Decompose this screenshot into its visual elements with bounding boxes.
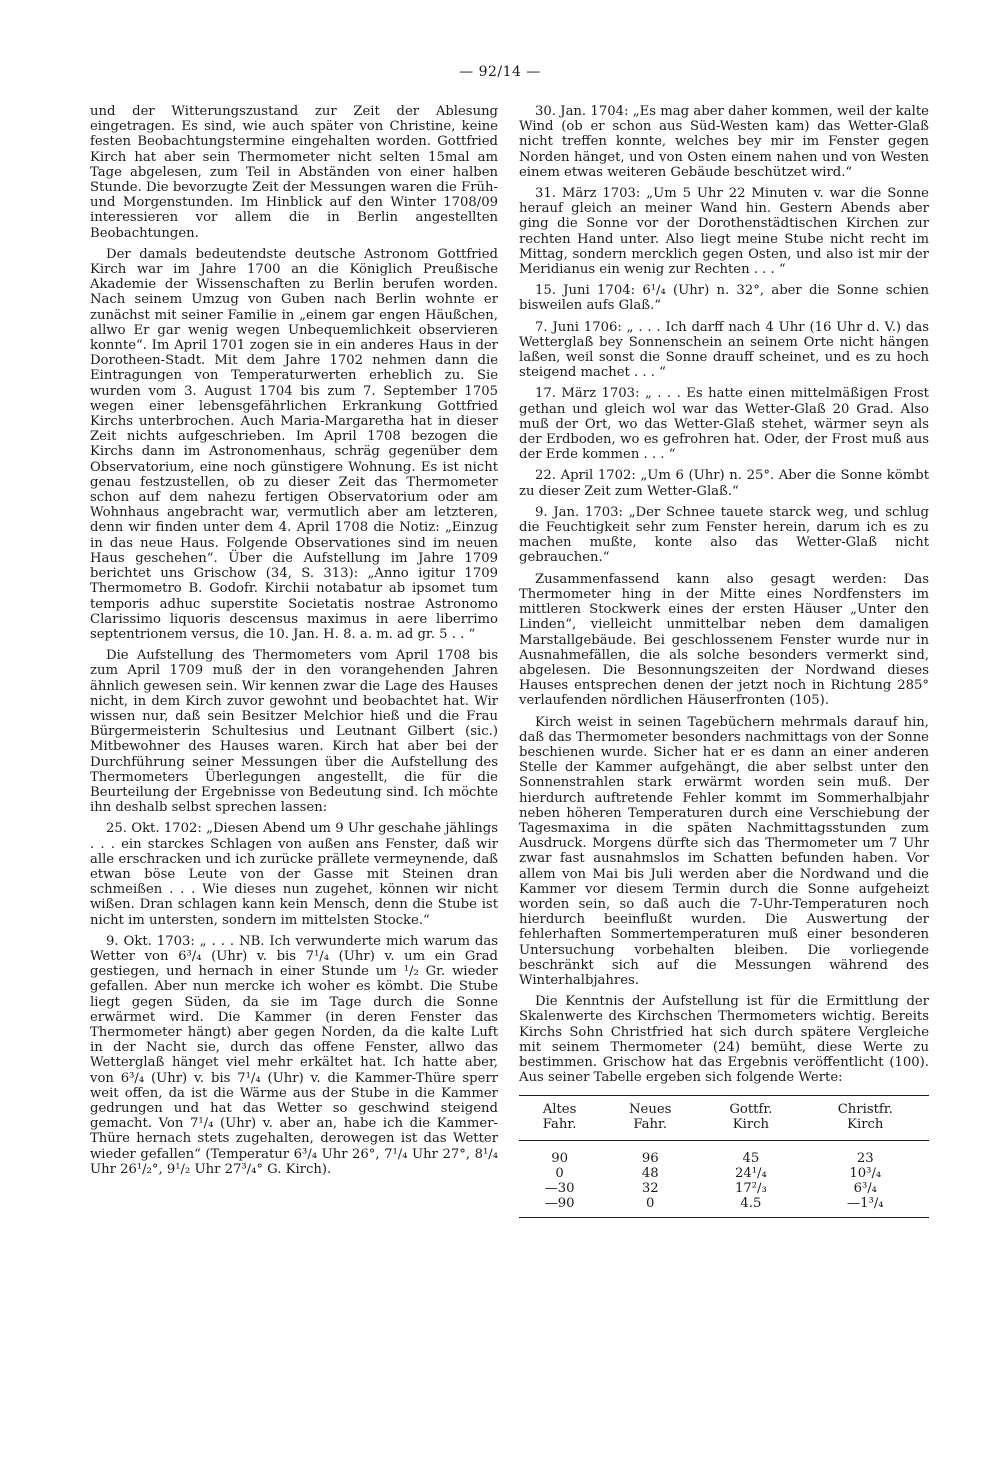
header-line: Altes	[542, 1102, 577, 1118]
paragraph: 22. April 1702: „Um 6 (Uhr) n. 25°. Aber die Sonne kömbt zu dieser Zeit zum Wetter-Glaß.“	[519, 468, 929, 499]
table-cell: 6³/₄	[853, 1181, 877, 1197]
paragraph: 9. Okt. 1703: „ . . . NB. Ich verwunderte mich warum das Wetter von 6³/₄ (Uhr) v. bis 7¹/₄ (Uhr) v. um ein Grad gestiegen, und hernach in einer Stunde um ¹/₂ Gr. wieder gefallen. Aber nun mercke ich woher es kömbt. Die Stube liegt gegen Süden, da sie im Tage durch die Sonne erwärmet wird. Die Kammer (in deren Fenster das Thermometer hängt) aber gegen Norden, da die kalte Luft in der Nacht sie, durch das offene Fenster, allwo das Wetterglaß hänget viel mehr erkältet hat. Ich hatte aber, von 6³/₄ (Uhr) v. bis 7¹/₄ (Uhr) v. die Kammer-Thüre sperr weit offen, da ist die Wärme aus der Stube in die Kammer gedrungen und hat das Wetter so geschwind steigend gemacht. Von 7¹/₄ (Uhr) v. aber an, habe ich die Kammer-Thüre hernach stets zugehalten, derowegen ist das Wetter wieder gefallen“ (Temperatur 6³/₄ Uhr 26°, 7¹/₄ Uhr 27°, 8¹/₄ Uhr 26¹/₂°, 9¹/₂ Uhr 27³/₄° G. Kirch).	[90, 933, 498, 1177]
header-line: Kirch	[732, 1117, 770, 1133]
table-cell: 0	[600, 1196, 700, 1218]
table-cell: —30	[544, 1181, 575, 1197]
paragraph: 15. Juni 1704: 6¹/₄ (Uhr) n. 32°, aber die Sonne schien bisweilen aufs Glaß.“	[519, 283, 929, 314]
paragraph: und der Witterungszustand zur Zeit der Ablesung eingetragen. Es sind, wie auch später von Christine, keine festen Beobachtungstermine eingehalten worden. Gottfried Kirch hat aber sein Thermometer nicht selten 15mal am Tage abgelesen, zum Teil in Abständen von einer halben Stunde. Die bevorzugte Zeit der Messungen waren die Früh- und Morgenstunden. Im Hinblick auf den Winter 1708/09 interessieren vor allem die in Berlin angestellten Beobachtungen.	[90, 104, 498, 241]
paragraph: 7. Juni 1706: „ . . . Ich darff nach 4 Uhr (16 Uhr d. V.) das Wetterglaß bey Sonnenschein an seinem Orte nicht hängen laßen, weil sonst die Sonne drauff scheinet, und es zu hoch steigend machet . . . “	[519, 319, 929, 381]
table-cell: 32	[641, 1181, 659, 1197]
paragraph: 25. Okt. 1702: „Diesen Abend um 9 Uhr geschahe jählings . . . ein starckes Schlagen von außen ans Fenster, daß wir alle erschracken und ich zurücke prällete vermeynende, daß etwan böse Leute von der Gasse mit Steinen dran schmeißen . . . Wie dieses nun zugehet, können wir nicht wißen. Dran schlagen kann kein Mensch, denn die Stube ist nicht im untersten, sondern im mittelsten Stocke.“	[90, 821, 498, 928]
table-cell: 4.5	[700, 1196, 801, 1218]
page-number: — 92/14 —	[459, 64, 541, 80]
table-cell: 0	[555, 1166, 564, 1182]
paragraph: 17. März 1703: „ . . . Es hatte einen mittelmäßigen Frost gethan und gleich wol war das Wetter-Glaß 20 Grad. Also muß der Ort, wo das Wetter-Glaß stehet, wärmer seyn als der Erdboden, wo es gefrohren hat. Oder, der Frost muß aus der Erde kommen . . . “	[519, 386, 929, 463]
paragraph: 30. Jan. 1704: „Es mag aber daher kommen, weil der kalte Wind (ob er schon aus Süd-Westen kam) das Wetter-Glaß nicht treffen konnte, welches bey mir im Fenster gegen Norden hänget, und von Osten einem nahen und von Westen einem etwas weiteren Gebäude beschützet wird.“	[519, 104, 929, 180]
paragraph: 9. Jan. 1703: „Der Schnee tauete starck weg, und schlug die Feuchtigkeit sehr zum Fenster herein, darum ich es zu machen mußte, konte also das Wetter-Glaß nicht gebrauchen.“	[519, 504, 929, 566]
header-line: Gottfr.	[729, 1102, 773, 1118]
header-line: Fahr.	[542, 1117, 577, 1133]
table-cell: 48	[641, 1166, 659, 1182]
table-cell: 90	[551, 1151, 568, 1167]
table-cell: 10³/₄	[849, 1166, 882, 1182]
table-cell: 96	[641, 1151, 659, 1167]
table-row	[519, 1181, 929, 1196]
paragraph: Die Aufstellung des Thermometers vom April 1708 bis zum April 1709 muß der in den vorangehenden Jahren ähnlich gewesen sein. Wir kennen zwar die Lage des Hauses nicht, in dem Kirch zuvor gewohnt und beobachtet hat. Wir wissen nur, daß sein Besitzer Melchior hieß und die Frau Bürgermeisterin Schultesius und Leutnant Gilbert (sic.) Mitbewohner des Hauses waren. Kirch hat aber bei der Durchführung seiner Messungen über die Aufstellung des Thermometers Überlegungen angestellt, die für die Beurteilung der Ergebnisse von Bedeutung sind. Ich möchte ihn deshalb selbst sprechen lassen:	[90, 648, 498, 816]
paragraph: Zusammenfassend kann also gesagt werden: Das Thermometer hing in der Mitte eines Nordfensters im mittleren Stockwerk eines der ersten Häuser „Unter den Linden“, vielleicht unmittelbar neben dem damaligen Marstallgebäude. Bei geschlossenem Fenster wurde nur in Ausnahmefällen, die als solche besonders vermerkt sind, abgelesen. Die Besonnungszeiten der Nordwand dieses Hauses entsprechen denen der jetzt noch in Richtung 285° verlaufenden nördlichen Häuserfronten (105).	[519, 571, 929, 709]
table-header-row	[519, 1096, 929, 1141]
paragraph: Der damals bedeutendste deutsche Astronom Gottfried Kirch war im Jahre 1700 an die Königlich Preußische Akademie der Wissenschaften zu Berlin berufen worden. Nach seinem Umzug von Guben nach Berlin wohnte er zunächst mit seiner Familie in „einem gar engen Häußchen, allwo Er gar wenig wegen Unbequemlichkeit observieren konnte“. Im April 1701 zogen sie in ein anderes Haus in der Dorotheen-Stadt. Mit dem Jahre 1702 nehmen dann die Eintragungen von Temperaturwerten erheblich zu. Sie wurden vom 3. August 1704 bis zum 7. September 1705 wegen einer lebensgefährlichen Erkrankung Gottfried Kirchs unterbrochen. Auch Maria-Margaretha hat in dieser Zeit nichts aufgeschrieben. Im April 1708 bezogen die Kirchs dann im Astronomenhaus, schräg gegenüber dem Observatorium, eine noch günstigere Wohnung. Es ist nicht genau festzustellen, ob zu dieser Zeit das Thermometer schon auf dem nahezu fertigen Observatorium oder am Wohnhaus angebracht war, vermutlich aber am letzteren, denn wir finden unter dem 4. April 1708 die Notiz: „Einzug in das neue Haus. Folgende Observationes sind im neuen Haus geschehen“. Über die Aufstellung im Jahre 1709 berichtet uns Grischow (34, S. 313): „Anno igitur 1709 Thermometro B. Godofr. Kirchii notabatur ab ipsomet tum temporis adhuc superstite Societatis nostrae Astronomo Clarissimo liquoris descensus maximus in aere liberrimo septentrionem versus, die 10. Jan. H. 8. a. m. ad gr. 5 . . “	[90, 246, 498, 642]
table-row	[519, 1141, 929, 1167]
paragraph: Kirch weist in seinen Tagebüchern mehrmals darauf hin, daß das Thermometer besonders nachmittags von der Sonne beschienen wurde. Sicher hat er es dann an einer anderen Stelle der Kammer aufgehängt, die aber selbst unter den Sonnenstrahlen stark erwärmt worden sein muß. Der hierdurch auftretende Fehler kommt im Sommerhalbjahr neben höheren Temperaturen durch eine Verschiebung der Tagesmaxima in die späten Nachmittagsstunden zum Ausdruck. Morgens dürfte sich das Thermometer um 7 Uhr zwar fast ausnahmslos im Schatten befunden haben. Vor allem von Mai bis Juli werden aber die Nordwand und die Kammer vor diesem Termin durch die Sonne aufgeheizt worden sein, so daß auch die 7-Uhr-Temperaturen noch hierdurch beeinflußt wurden. Die Auswertung der fehlerhaften Sommertemperaturen muß einer besonderen Untersuchung vorbehalten bleiben. Die vorliegende beschränkt sich auf die Messungen während des Winterhalbjahres.	[519, 714, 929, 988]
left-column	[90, 104, 498, 1183]
table-cell: —90	[519, 1196, 600, 1218]
table-header-cell	[802, 1096, 929, 1141]
table-cell: —1³/₄	[802, 1196, 929, 1218]
header-line: Neues	[628, 1102, 672, 1118]
table-row	[519, 1166, 929, 1181]
right-column	[519, 104, 929, 1218]
header-line: Christfr.	[837, 1102, 893, 1118]
table-row	[519, 1196, 929, 1218]
thermometer-values-table	[519, 1095, 929, 1218]
table-cell: 23	[856, 1151, 874, 1167]
header-line: Kirch	[847, 1117, 884, 1133]
table-header-cell	[519, 1096, 600, 1141]
table-header-cell	[700, 1096, 801, 1141]
paragraph: Die Kenntnis der Aufstellung ist für die Ermittlung der Skalenwerte des Kirchschen Thermometers wichtig. Bereits Kirchs Sohn Christfried hat sich durch spätere Vergleiche mit seinem Thermometer (24) bemüht, diese Werte zu bestimmen. Grischow hat das Ergebnis veröffentlicht (100). Aus seiner Tabelle ergeben sich folgende Werte:	[519, 994, 929, 1086]
table-header-cell	[600, 1096, 700, 1141]
header-line: Fahr.	[633, 1117, 668, 1133]
table-cell: 45	[742, 1151, 760, 1167]
paragraph: 31. März 1703: „Um 5 Uhr 22 Minuten v. war die Sonne herauf gleich an meiner Wand hin. Gestern Abends aber ging die Sonne vor der Dorothenstädtischen Kirchen zur rechten Hand unter. Also liegt meine Stube nicht recht im Mittag, sondern mercklich gegen Osten, und also ist mir der Meridianus ein wenig zur Rechten . . . “	[519, 186, 929, 278]
table-cell: 17²/₃	[734, 1181, 767, 1197]
table-cell: 24¹/₄	[734, 1166, 767, 1182]
